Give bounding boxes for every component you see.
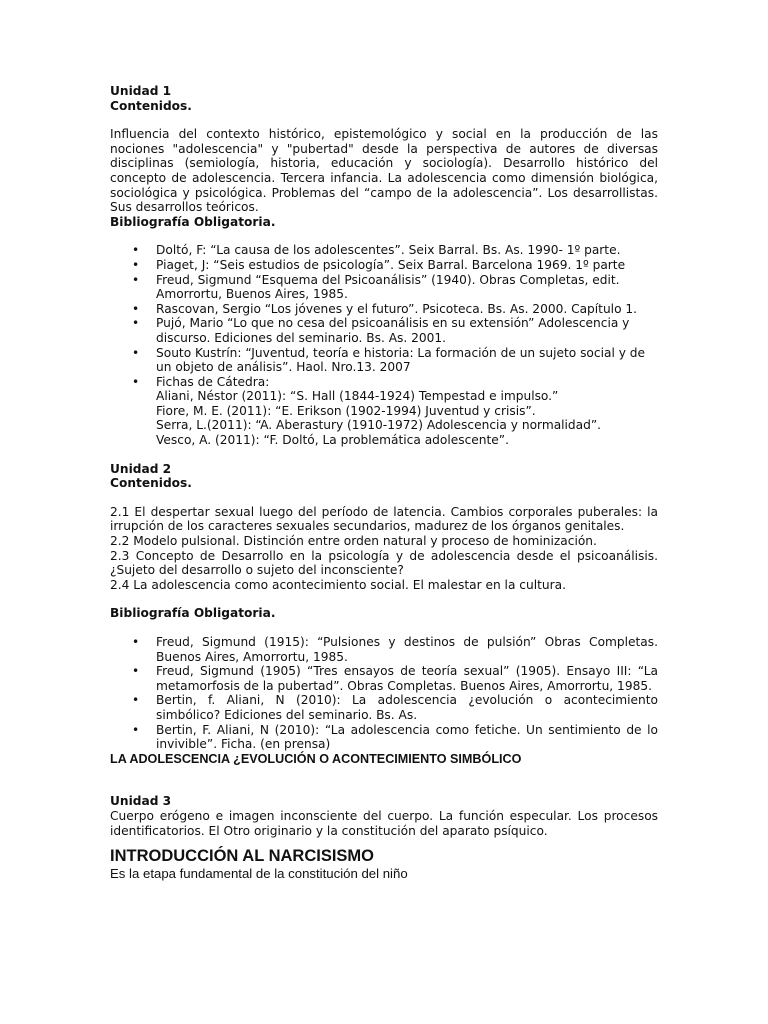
list-item: • Bertin, F. Aliani, N (2010): “La adolescencia como fetiche. Un sentimiento de lo invivible”. Ficha. (en prensa) — [110, 723, 658, 752]
list-item: • Doltó, F: “La causa de los adolescentes”. Seix Barral. Bs. As. 1990- 1º parte. — [110, 243, 658, 258]
unit2-caps-heading: LA ADOLESCENCIA ¿EVOLUCIÓN O ACONTECIMIENTO SIMBÓLICO — [110, 751, 522, 766]
unit1-paragraph: Influencia del contexto histórico, epistemológico y social en la producción de las nociones "adolescencia" y "pubertad" desde la perspectiva de autores de diversas disciplinas (semiología, historia, educación y sociología). Desarrollo histórico del concepto de adolescencia. Tercera infancia. La adolescencia como dimensión biológica, sociológica y psicológica. Problemas del “campo de la adolescencia”. Los desarrollistas. Sus desarrollos teóricos. — [110, 127, 658, 215]
list-item: • Pujó, Mario “Lo que no cesa del psicoanálisis en su extensión” Adolescencia y discurso. Ediciones del seminario. Bs. As. 2001. — [110, 316, 658, 345]
ficha-entry: Vesco, A. (2011): “F. Doltó, La problemática adolescente”. — [156, 433, 509, 448]
list-item: • Bertin, f. Aliani, N (2010): La adolescencia ¿evolución o acontecimiento simbólico? Ediciones del seminario. Bs. As. — [110, 693, 658, 722]
list-item: • Souto Kustrín: “Juventud, teoría e historia: La formación de un sujeto social y de un objeto de análisis”. Haol. Nro.13. 2007 — [110, 346, 658, 375]
ficha-entry: Fiore, M. E. (2011): “E. Erikson (1902-1994) Juventud y crisis”. — [156, 403, 536, 418]
list-item: • Freud, Sigmund (1905) “Tres ensayos de teoría sexual” (1905). Ensayo III: “La metamorfosis de la pubertad”. Obras Completas. Buenos Aires, Amorrortu, 1985. — [110, 664, 658, 693]
narcisismo-text: Es la etapa fundamental de la constitución del niño — [110, 866, 408, 882]
unit2-subtitle: Contenidos. — [110, 476, 192, 491]
unit2-item: 2.3 Concepto de Desarrollo en la psicología y de adolescencia desde el psicoanálisis. ¿Sujeto del desarrollo o sujeto del inconsciente? — [110, 548, 658, 578]
unit3-paragraph: Cuerpo erógeno e imagen inconsciente del cuerpo. La función especular. Los procesos identificatorios. El Otro originario y la constitución del aparato psíquico. — [110, 808, 658, 838]
unit2-item: 2.4 La adolescencia como acontecimiento social. El malestar en la cultura. — [110, 577, 566, 592]
unit2-title: Unidad 2 — [110, 461, 172, 476]
unit2-bib-heading: Bibliografía Obligatoria. — [110, 606, 276, 621]
list-item-fichas — [110, 375, 658, 448]
narcisismo-heading: INTRODUCCIÓN AL NARCISISMO — [110, 847, 374, 866]
unit2-item: 2.1 El despertar sexual luego del período de latencia. Cambios corporales puberales: la irrupción de los caracteres sexuales secundarios, madurez de los órganos genitales. — [110, 504, 658, 534]
list-item: • Rascovan, Sergio “Los jóvenes y el futuro”. Psicoteca. Bs. As. 2000. Capítulo 1. — [110, 302, 658, 317]
unit2-bib-list — [110, 635, 658, 752]
document-page — [110, 84, 658, 882]
list-item: • Freud, Sigmund (1915): “Pulsiones y destinos de pulsión” Obras Completas. Buenos Aires, Amorrortu, 1985. — [110, 635, 658, 664]
fichas-label: • Fichas de Cátedra: — [156, 374, 270, 389]
unit1-subtitle: Contenidos. — [110, 98, 192, 113]
unit2-item: 2.2 Modelo pulsional. Distinción entre orden natural y proceso de hominización. — [110, 534, 597, 549]
unit3-title: Unidad 3 — [110, 794, 172, 809]
unit1-title: Unidad 1 — [110, 84, 172, 98]
list-item: • Piaget, J: “Seis estudios de psicología”. Seix Barral. Barcelona 1969. 1º parte — [110, 258, 658, 273]
ficha-entry: Aliani, Néstor (2011): “S. Hall (1844-1924) Tempestad e impulso.” — [156, 389, 559, 404]
unit1-bib-heading: Bibliografía Obligatoria. — [110, 214, 276, 229]
unit1-bib-list — [110, 243, 658, 447]
list-item: • Freud, Sigmund “Esquema del Psicoanálisis” (1940). Obras Completas, edit. Amorrortu, Buenos Aires, 1985. — [110, 273, 658, 302]
ficha-entry: Serra, L.(2011): “A. Aberastury (1910-1972) Adolescencia y normalidad”. — [156, 418, 602, 433]
